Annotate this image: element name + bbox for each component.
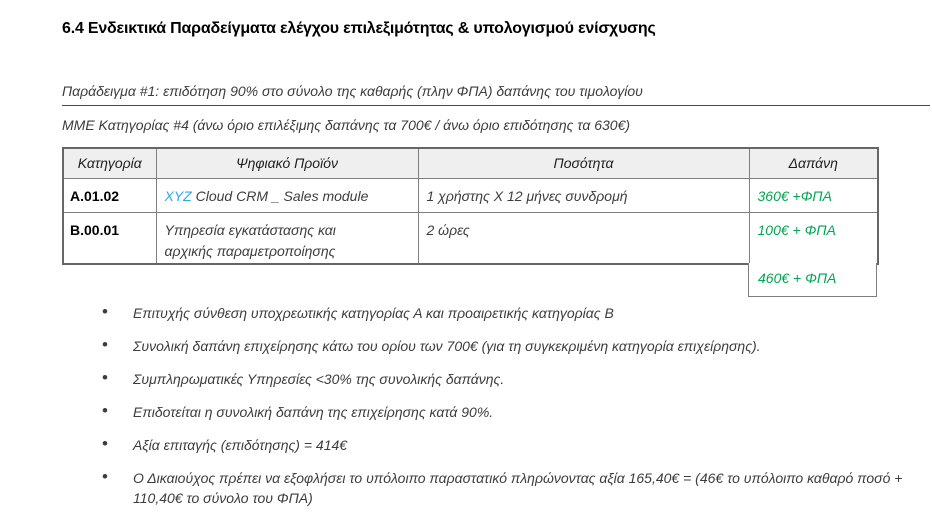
bullet-item: • Ο Δικαιούχος πρέπει να εξοφλήσει το υπόλοιπο παραστατικό πληρώνοντας αξία 165,40€ = (46€ το υπόλοιπο καθαρό ποσό + 110,40€ το σύνολο του ΦΠΑ) <box>100 468 912 508</box>
quantity-cell: 1 χρήστης X 12 μήνες συνδρομή <box>418 178 749 212</box>
col-header-product: Ψηφιακό Προϊόν <box>156 148 418 178</box>
cost-cell: 100€ + ΦΠΑ <box>749 212 878 264</box>
section-heading: 6.4 Ενδεικτικά Παραδείγματα ελέγχου επιλεξιμότητας & υπολογισμού ενίσχυσης <box>62 20 656 37</box>
product-name: Υπηρεσία εγκατάστασης και αρχικής παραμετροποίησης <box>164 221 336 259</box>
category-limits-note: ΜΜΕ Κατηγορίας #4 (άνω όριο επιλέξιμης δαπάνης τα 700€ / άνω όριο επιδότησης τα 630€) <box>62 117 631 133</box>
col-header-cost: Δαπάνη <box>749 148 878 178</box>
bullet-item: • Επιδοτείται η συνολική δαπάνη της επιχείρησης κατά 90%. <box>100 402 912 422</box>
bullet-list <box>100 303 912 521</box>
cost-cell: 360€ +ΦΠΑ <box>749 178 878 212</box>
quantity-cell: 2 ώρες <box>418 212 749 264</box>
product-cell <box>156 212 418 264</box>
bullet-item: • Συμπληρωματικές Υπηρεσίες <30% της συνολικής δαπάνης. <box>100 369 912 389</box>
category-code-cell: A.01.02 <box>63 178 156 212</box>
total-cost-value: 460€ + ΦΠΑ <box>758 270 837 286</box>
table-row <box>63 178 878 212</box>
example-title: Παράδειγμα #1: επιδότηση 90% στο σύνολο της καθαρής (πλην ΦΠΑ) δαπάνης του τιμολογίου <box>62 83 930 106</box>
cost-table <box>62 147 879 265</box>
col-header-category: Κατηγορία <box>63 148 156 178</box>
bullet-item: • Συνολική δαπάνη επιχείρησης κάτω του ορίου των 700€ (για τη συγκεκριμένη κατηγορία επιχείρησης). <box>100 336 912 356</box>
category-code-cell: B.00.01 <box>63 212 156 264</box>
brand-name: XYZ <box>164 187 192 204</box>
table-row <box>63 212 878 264</box>
product-name: Cloud CRM _ Sales module <box>195 187 369 204</box>
product-cell <box>156 178 418 212</box>
total-cost-cell <box>748 263 877 297</box>
table-header-row <box>63 148 878 178</box>
bullet-item: • Επιτυχής σύνθεση υποχρεωτικής κατηγορίας Α και προαιρετικής κατηγορίας Β <box>100 303 912 323</box>
col-header-quantity: Ποσότητα <box>418 148 749 178</box>
bullet-item: • Αξία επιταγής (επιδότησης) = 414€ <box>100 435 912 455</box>
